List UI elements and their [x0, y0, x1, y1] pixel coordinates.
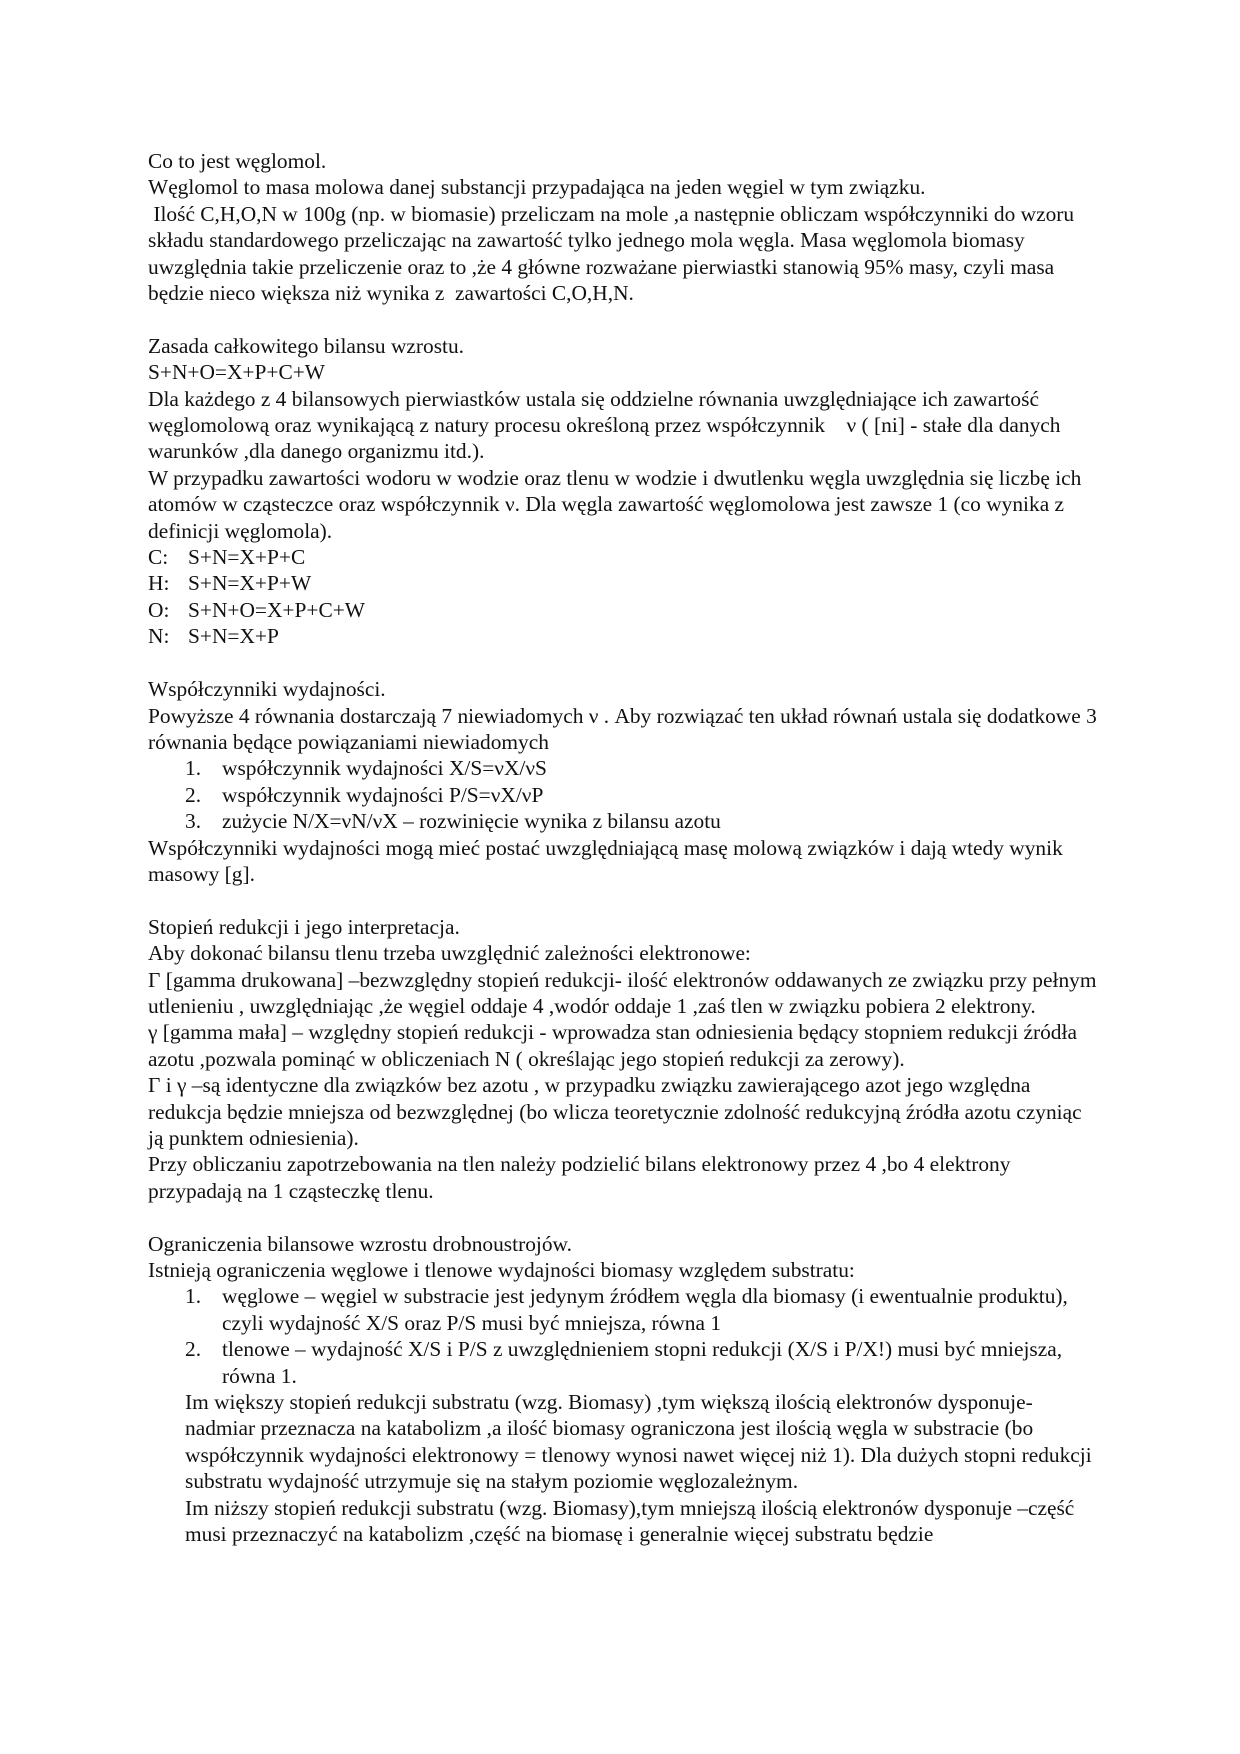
numbered-list [148, 1283, 1098, 1389]
list-text: węglowe – węgiel w substracie jest jedynym źródłem węgla dla biomasy (i ewentualnie produktu), czyli wydajność X/S oraz P/S musi być mniejsza, równa 1 [222, 1284, 1068, 1335]
paragraph: Γ [gamma drukowana] –bezwzględny stopień redukcji- ilość elektronów oddawanych ze związku przy pełnym utlenieniu , uwzględniając ,że węgiel oddaje 4 ,wodór oddaje 1 ,zaś tlen w związku pobiera 2 elektrony. [148, 967, 1097, 1018]
equation-expression: S+N=X+P+W [188, 571, 312, 596]
list-item [148, 755, 1098, 781]
document-page [148, 148, 1098, 1547]
section-title-weglomol: Co to jest węglomol. [148, 149, 327, 173]
section-title-stopien-redukcji: Stopień redukcji i jego interpretacja. [148, 914, 460, 939]
list-text: tlenowe – wydajność X/S i P/S z uwzględnieniem stopni redukcji (X/S i P/X!) musi być mniejsza, równa 1. [222, 1337, 1063, 1388]
equation-c [148, 544, 1098, 570]
list-number: 1. [185, 756, 202, 781]
equation-n [148, 623, 1098, 649]
list-number: 2. [185, 1337, 202, 1362]
section-title-ograniczenia: Ograniczenia bilansowe wzrostu drobnoustrojów. [148, 1231, 572, 1256]
equation-label: N: [148, 624, 170, 649]
paragraph: W przypadku zawartości wodoru w wodzie oraz tlenu w wodzie i dwutlenku węgla uwzględnia się liczbę ich atomów w cząsteczce oraz współczynnik ν. Dla węgla zawartość węglomolowa jest zawsze 1 (co wynika z definicji węglomola). [148, 465, 1082, 543]
paragraph: Współczynniki wydajności mogą mieć postać uwzględniającą masę molową związków i dają wtedy wynik masowy [g]. [148, 835, 1063, 886]
paragraph: Przy obliczaniu zapotrzebowania na tlen należy podzielić bilans elektronowy przez 4 ,bo 4 elektrony przypadają na 1 cząsteczkę tlenu. [148, 1152, 1011, 1203]
section-title-bilans: Zasada całkowitego bilansu wzrostu. [148, 333, 465, 358]
paragraph: Powyższe 4 równania dostarczają 7 niewiadomych ν . Aby rozwiązać ten układ równań ustala się dodatkowe 3 równania będące powiązaniami niewiadomych [148, 703, 1097, 754]
paragraph: γ [gamma mała] – względny stopień redukcji - wprowadza stan odniesienia będący stopniem redukcji źródła azotu ,pozwala pominąć w obliczeniach N ( określając jego stopień redukcji za zerowy). [148, 1020, 1077, 1071]
list-item [148, 1283, 1098, 1336]
numbered-list [148, 755, 1098, 834]
list-text: współczynnik wydajności P/S=νX/νP [222, 782, 544, 807]
equation-label: O: [148, 597, 170, 622]
paragraph: Ilość C,H,O,N w 100g (np. w biomasie) przeliczam na mole ,a następnie obliczam współczynniki do wzoru składu standardowego przeliczając na zawartość tylko jednego mola węgla. Masa węglomola biomasy uwzględnia takie przeliczenie oraz to ,że 4 główne rozważane pierwiastki stanowią 95% masy, czyli masa będzie nieco większa niż wynika z zawartości C,O,H,N. [148, 201, 1080, 306]
paragraph: Węglomol to masa molowa danej substancji przypadająca na jeden węgiel w tym związku. [148, 175, 926, 200]
list-number: 3. [185, 809, 202, 834]
paragraph: Γ i γ –są identyczne dla związków bez azotu , w przypadku związku zawierającego azot jego względna redukcja będzie mniejsza od bezwzględnej (bo wlicza teoretycznie zdolność redukcyjną źródła azotu czyniąc ją punktem odniesienia). [148, 1073, 1082, 1150]
paragraph: Istnieją ograniczenia węglowe i tlenowe wydajności biomasy względem substratu: [148, 1258, 855, 1282]
equation-label: C: [148, 545, 169, 570]
equation-expression: S+N=X+P+C [188, 545, 306, 570]
paragraph: Im niższy stopień redukcji substratu (wzg. Biomasy),tym mniejszą ilością elektronów dysponuje –część musi przeznaczyć na katabolizm ,część na biomasę i generalnie więcej substratu będzie [185, 1495, 1075, 1547]
list-text: współczynnik wydajności X/S=νX/νS [222, 756, 547, 781]
list-number: 1. [185, 1284, 202, 1309]
list-item [148, 1336, 1098, 1389]
equation-expression: S+N+O=X+P+C+W [188, 597, 365, 622]
paragraph: Aby dokonać bilansu tlenu trzeba uwzględnić zależności elektronowe: [148, 941, 751, 966]
section-title-wydajnosc: Współczynniki wydajności. [148, 677, 386, 702]
formula: S+N+O=X+P+C+W [148, 360, 325, 385]
equation-o [148, 597, 1098, 623]
equation-label: H: [148, 571, 170, 596]
list-text: zużycie N/X=νN/νX – rozwinięcie wynika z bilansu azotu [222, 809, 721, 834]
paragraph: Im większy stopień redukcji substratu (wzg. Biomasy) ,tym większą ilością elektronów dysponuje- nadmiar przeznacza na katabolizm ,a ilość biomasy ograniczona jest ilością węgla w substracie (bo współczynnik wydajności elektronowy = tlenowy wynosi nawet więcej niż 1). Dla dużych stopni redukcji substratu wydajność utrzymuje się na stałym poziomie węglozależnym. [185, 1390, 1092, 1494]
list-number: 2. [185, 782, 202, 807]
equation-expression: S+N=X+P [188, 624, 279, 649]
paragraph: Dla każdego z 4 bilansowych pierwiastków ustala się oddzielne równania uwzględniające ich zawartość węglomolową oraz wynikającą z natury procesu określoną przez współczynnik ν ( [ni] - stałe dla danych warunków ,dla danego organizmu itd.). [148, 386, 1066, 464]
equation-h [148, 570, 1098, 596]
list-item [148, 808, 1098, 834]
list-item [148, 782, 1098, 808]
